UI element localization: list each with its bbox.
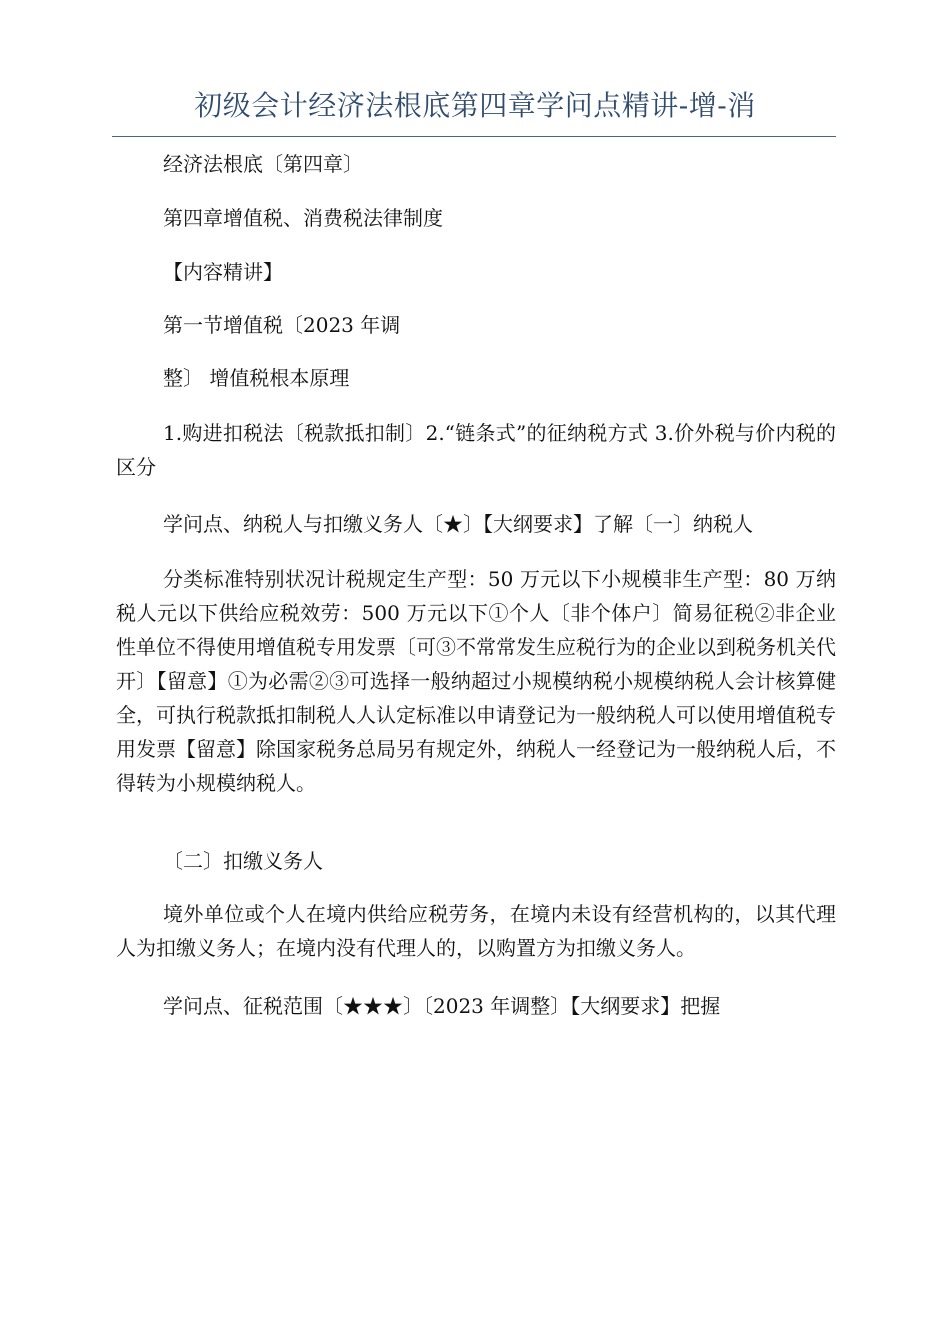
paragraph-heading-chapter: 经济法根底〔第四章〕: [163, 152, 363, 176]
page-title: 初级会计经济法根底第四章学问点精讲-增-消: [194, 89, 756, 122]
paragraph-section-subtitle: 整〕 增值税根本原理: [163, 366, 350, 390]
paragraph-section-title: 第一节增值税〔2023 年调: [163, 313, 401, 337]
paragraph-withholding-rules: 境外单位或个人在境内供给应税劳务，在境内未设有经营机构的，以其代理人为扣缴义务人；在境内没有代理人的，以购置方为扣缴义务人。: [116, 902, 836, 960]
paragraph-withholding-heading: 〔二〕扣缴义务人: [163, 849, 323, 873]
paragraph-principles: 1.购进扣税法〔税款抵扣制〕2.“链条式”的征纳税方式 3.价外税与价内税的区分: [116, 421, 836, 479]
title-divider: [112, 136, 836, 137]
paragraph-content-label: 【内容精讲】: [163, 260, 283, 284]
paragraph-chapter-title: 第四章增值税、消费税法律制度: [163, 206, 443, 230]
paragraph-taxpayer-heading: 学问点、纳税人与扣缴义务人〔★〕【大纲要求】了解〔一〕纳税人: [163, 512, 753, 536]
paragraph-taxpayer-rules: 分类标准特别状况计税规定生产型：50 万元以下小规模非生产型：80 万纳税人元以下供给应税效劳：500 万元以下①个人〔非个体户〕简易征税②非企业性单位不得使用增值税专用发票〔可③不常常发生应税行为的企业以到税务机关代开〕【留意】①为必需②③可选择一般纳超过小规模纳税小规模纳税人会计核算健全，可执行税款抵扣制税人人认定标准以申请登记为一般纳税人可以使用增值税专用发票【留意】除国家税务总局另有规定外，纳税人一经登记为一般纳税人后，不得转为小规模纳税人。: [116, 567, 836, 795]
paragraph-scope-heading: 学问点、征税范围〔★★★〕〔2023 年调整〕【大纲要求】把握: [163, 994, 721, 1018]
